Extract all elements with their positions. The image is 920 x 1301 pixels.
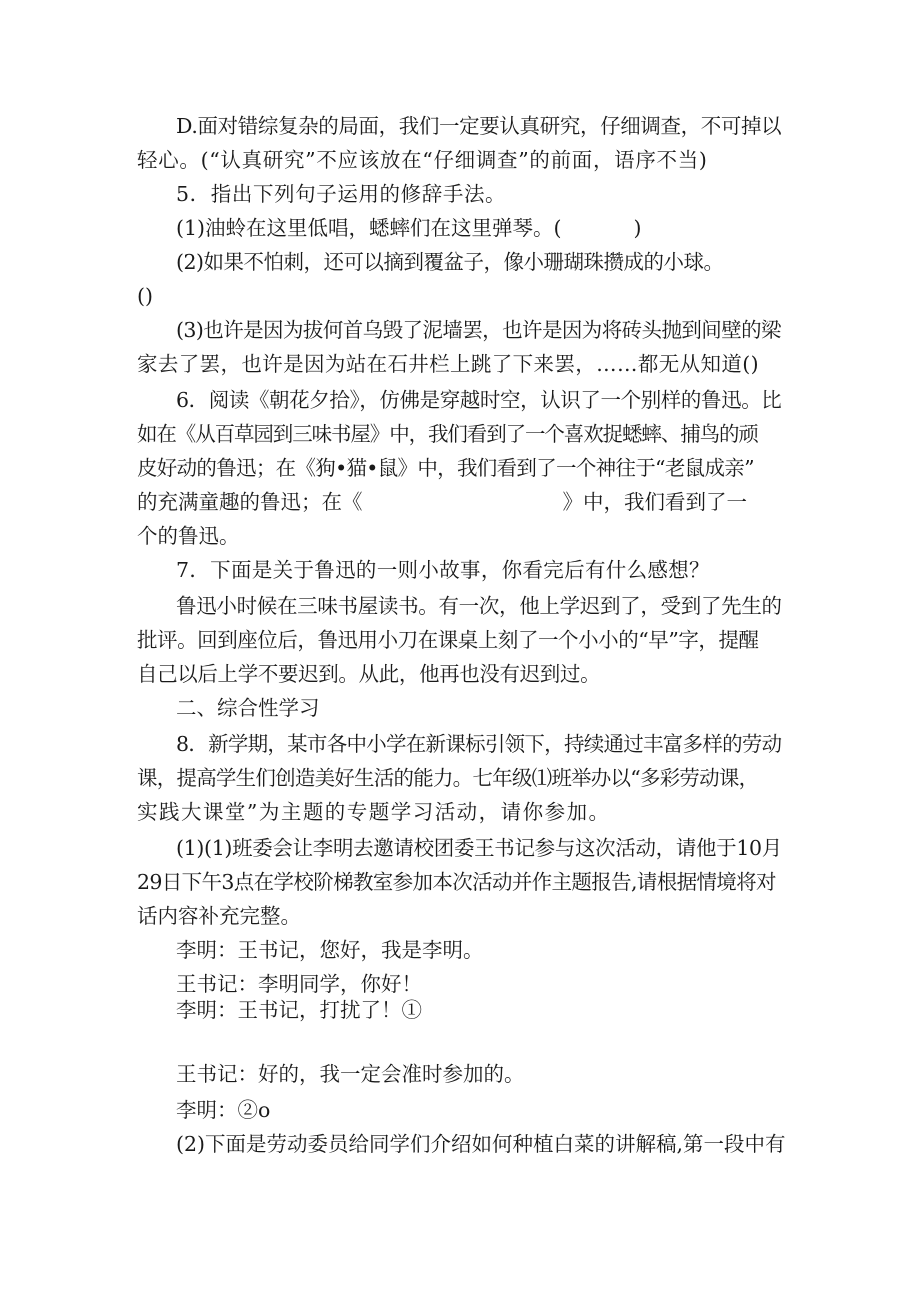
text-segment: 》中，我们看到了一 (562, 490, 747, 514)
text-line: D.面对错综复杂的局面，我们一定要认真研究，仔细调查，不可掉以 (176, 114, 782, 138)
text-line: 自己以后上学不要迟到。从此，他再也没有迟到过。 (137, 662, 601, 686)
text-segment: ) (633, 216, 642, 240)
text-line: () (137, 284, 153, 308)
dialogue-line: 王书记：好的，我一定会准时参加的。 (176, 1062, 525, 1086)
text-segment: (1)油蛉在这里低唱，蟋蟀们在这里弹琴。( (176, 216, 562, 240)
text-line: (1)(1)班委会让李明去邀请校团委王书记参与这次活动，请他于10月 (176, 836, 782, 860)
text-line: 皮好动的鲁迅；在《狗•猫•鼠》中，我们看到了一个神往于“老鼠成亲” (137, 456, 754, 480)
text-line: 6．阅读《朝花夕拾》，仿佛是穿越时空，认识了一个别样的鲁迅。比 (176, 388, 782, 412)
text-line: 家去了罢，也许是因为站在石井栏上跳了下来罢，……都无从知道() (137, 352, 759, 376)
text-line: (3)也许是因为拔何首乌毁了泥墙罢，也许是因为将砖头抛到间壁的梁 (176, 318, 781, 342)
text-line: 8．新学期，某市各中小学在新课标引领下，持续通过丰富多样的劳动 (176, 732, 782, 756)
dialogue-line: 李明：王书记，您好，我是李明。 (176, 938, 484, 962)
text-line: (2)如果不怕刺，还可以摘到覆盆子，像小珊瑚珠攒成的小球。 (176, 250, 724, 274)
text-line: 如在《从百草园到三味书屋》中，我们看到了一个喜欢捉蟋蟀、捕鸟的顽 (137, 422, 758, 446)
text-line (137, 488, 747, 516)
section-heading: 二、综合性学习 (176, 696, 320, 720)
text-line: 批评。回到座位后，鲁迅用小刀在课桌上刻了一个小小的“早”字，提醒 (137, 628, 759, 652)
dialogue-line: 王书记：李明同学，你好！ (176, 972, 422, 996)
text-line: 鲁迅小时候在三味书屋读书。有一次，他上学迟到了，受到了先生的 (176, 594, 782, 618)
text-line: 话内容补充完整。 (137, 904, 301, 928)
text-line: 个的鲁迅。 (137, 524, 240, 548)
text-line (176, 214, 642, 242)
text-line: 实践大课堂”为主题的专题学习活动，请你参加。 (137, 800, 611, 824)
text-segment: 的充满童趣的鲁迅；在《 (137, 490, 363, 514)
text-line: 轻心。(“认真研究”不应该放在“仔细调查”的前面，语序不当) (137, 148, 708, 172)
text-line: (2)下面是劳动委员给同学们介绍如何种植白菜的讲解稿,第一段中有 (176, 1132, 786, 1156)
text-line: 5．指出下列句子运用的修辞手法。 (176, 182, 507, 206)
dialogue-line: 李明：②o (176, 1098, 271, 1122)
text-line: 课，提高学生们创造美好生活的能力。七年级⑴班举办以“多彩劳动课， (137, 766, 759, 790)
text-line: 29日下午3点在学校阶梯教室参加本次活动并作主题报告,请根据情境将对 (137, 870, 776, 894)
dialogue-line: 李明：王书记，打扰了！① (176, 998, 422, 1022)
text-line: 7．下面是关于鲁迅的一则小故事，你看完后有什么感想？ (176, 558, 710, 582)
